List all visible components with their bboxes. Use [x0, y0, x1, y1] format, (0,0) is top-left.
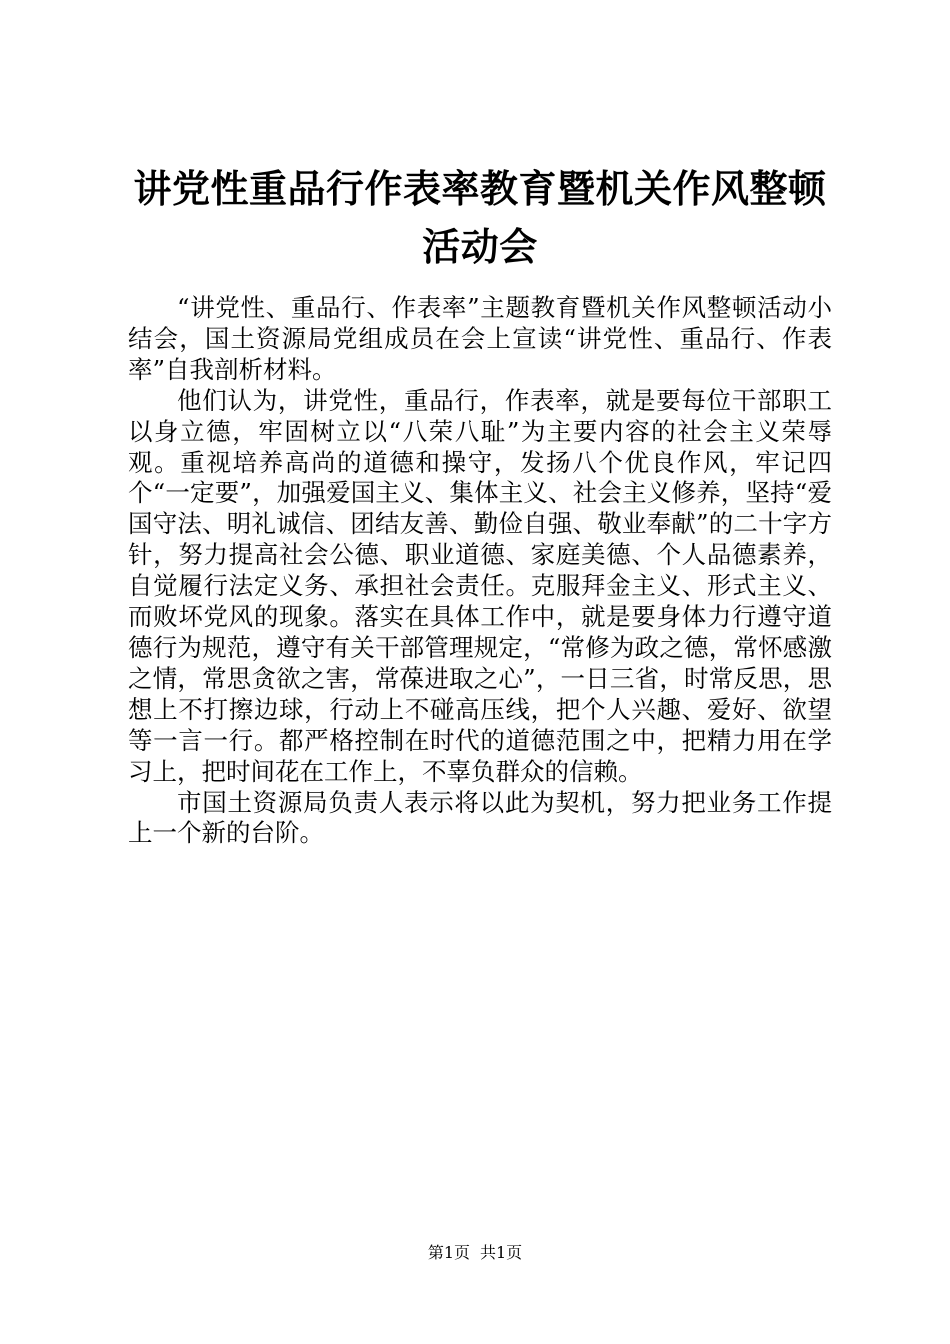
document-title: 讲党性重品行作表率教育暨机关作风整顿活动会	[133, 167, 827, 269]
paragraph-3: 市国土资源局负责人表示将以此为契机，努力把业务工作提上一个新的台阶。	[128, 787, 832, 848]
page-number-current: 第1页	[427, 1243, 470, 1262]
page-footer	[0, 1242, 950, 1264]
page-number-total: 共1页	[480, 1243, 523, 1262]
paragraph-1: “讲党性、重品行、作表率”主题教育暨机关作风整顿活动小结会，国土资源局党组成员在会上宣读“讲党性、重品行、作表率”自我剖析材料。	[128, 293, 832, 384]
document-body	[128, 293, 832, 849]
paragraph-2: 他们认为，讲党性，重品行，作表率，就是要每位干部职工以身立德，牢固树立以“八荣八耻”为主要内容的社会主义荣辱观。重视培养高尚的道德和操守，发扬八个优良作风，牢记四个“一定要”，加强爱国主义、集体主义、社会主义修养，坚持“爱国守法、明礼诚信、团结友善、勤俭自强、敬业奉献”的二十字方针，努力提高社会公德、职业道德、家庭美德、个人品德素养，自觉履行法定义务、承担社会责任。克服拜金主义、形式主义、而败坏党风的现象。落实在具体工作中，就是要身体力行遵守道德行为规范，遵守有关干部管理规定，“常修为政之德，常怀感激之情，常思贪欲之害，常葆进取之心”，一日三省，时常反思，思想上不打擦边球，行动上不碰高压线，把个人兴趣、爱好、欲望等一言一行。都严格控制在时代的道德范围之中，把精力用在学习上，把时间花在工作上，不辜负群众的信赖。	[128, 385, 832, 786]
